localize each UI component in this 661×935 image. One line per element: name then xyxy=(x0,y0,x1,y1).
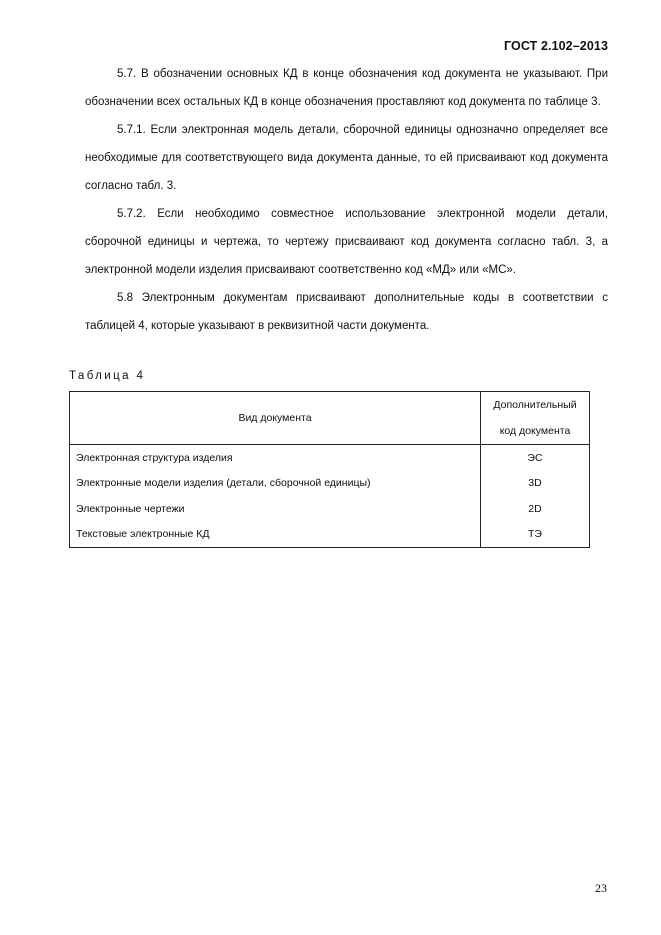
header-code-line1: Дополнительный xyxy=(493,399,577,411)
paragraph-5-7: 5.7. В обозначении основных КД в конце обозначения код документа не указывают. При обозначении всех остальных КД в конце обозначения проставляют код документа по таблице 3. xyxy=(85,68,608,108)
row-doc-name: Электронные чертежи xyxy=(70,496,481,522)
header-doc-type: Вид документа xyxy=(70,392,481,445)
paragraph-5-7-2: 5.7.2. Если необходимо совместное использование электронной модели детали, сборочной единицы и чертежа, то чертежу присваивают код документа согласно табл. 3, а электронной модели изделия присваивают соответственно код «МД» или «МС». xyxy=(85,208,608,276)
table-header-row xyxy=(70,392,590,445)
header-code-line2: код документа xyxy=(499,425,571,437)
header-additional-code xyxy=(481,392,590,445)
row-doc-name: Электронная структура изделия xyxy=(70,445,481,471)
row-doc-code: ТЭ xyxy=(481,522,590,548)
paragraph-5-8: 5.8 Электронным документам присваивают дополнительные коды в соответствии с таблицей 4, которые указывают в реквизитной части документа. xyxy=(85,292,608,332)
page-number: 23 xyxy=(595,881,607,895)
row-doc-code: ЭС xyxy=(481,445,590,471)
row-doc-code: 3D xyxy=(481,471,590,497)
table-row xyxy=(70,471,590,497)
standard-header: ГОСТ 2.102–2013 xyxy=(503,39,608,53)
document-codes-table xyxy=(69,391,590,548)
row-doc-name: Электронные модели изделия (детали, сборочной единицы) xyxy=(70,471,481,497)
row-doc-code: 2D xyxy=(481,496,590,522)
row-doc-name: Текстовые электронные КД xyxy=(70,522,481,548)
table-caption: Таблица 4 xyxy=(69,370,146,382)
table-row xyxy=(70,522,590,548)
table-row xyxy=(70,496,590,522)
paragraph-5-7-1: 5.7.1. Если электронная модель детали, сборочной единицы однозначно определяет все необходимые для соответствующего вида документа данные, то ей присваивают код документа согласно табл. 3. xyxy=(85,124,608,192)
body-text xyxy=(85,60,608,340)
table-row xyxy=(70,445,590,471)
